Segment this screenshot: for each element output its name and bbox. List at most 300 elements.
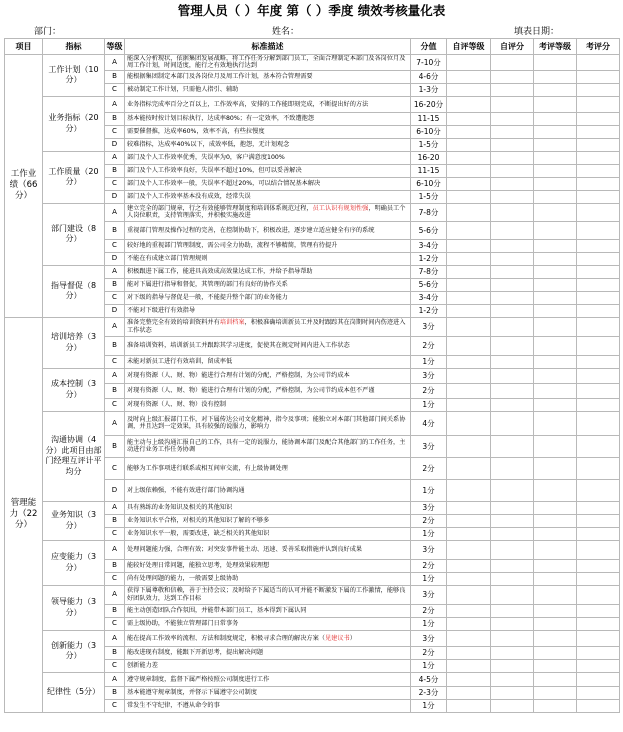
- eval-score-input[interactable]: [577, 479, 620, 501]
- level-cell: B: [105, 336, 125, 355]
- eval-score-input[interactable]: [577, 177, 620, 190]
- standard-description-tail: ，明确员工个人岗位职责，支持管理落实，并积极实施改进: [127, 204, 406, 220]
- eval-score-input[interactable]: [577, 317, 620, 336]
- self-level-input[interactable]: [447, 70, 491, 83]
- self-level-input[interactable]: [447, 540, 491, 559]
- self-score-input[interactable]: [491, 617, 534, 630]
- score-range-cell: 1-3分: [411, 83, 447, 96]
- eval-level-input[interactable]: [534, 457, 577, 479]
- self-level-input[interactable]: [447, 617, 491, 630]
- eval-score-input[interactable]: [577, 672, 620, 686]
- self-score-input[interactable]: [491, 278, 534, 291]
- self-level-input[interactable]: [447, 699, 491, 712]
- standard-description-cell: [125, 659, 411, 672]
- standard-description: 对上级依赖强，不能有效进行部门协调沟通: [127, 486, 245, 494]
- category-cell: 管理能力（22分）: [5, 317, 43, 712]
- table-row: [5, 265, 620, 278]
- score-range-cell: 3-4分: [411, 291, 447, 304]
- eval-level-input[interactable]: [534, 699, 577, 712]
- eval-score-input[interactable]: [577, 83, 620, 96]
- indicator-cell: 工作计划（10分）: [43, 55, 105, 97]
- standard-description: 较难指标，达成率40%以下，成效率低，抱怨，无计划观念: [127, 141, 290, 149]
- self-score-input[interactable]: [491, 559, 534, 572]
- self-score-input[interactable]: [491, 646, 534, 659]
- eval-score-input[interactable]: [577, 630, 620, 646]
- level-cell: D: [105, 479, 125, 501]
- standard-description-cell: [125, 265, 411, 278]
- score-range-cell: 3分: [411, 317, 447, 336]
- eval-score-input[interactable]: [577, 336, 620, 355]
- eval-level-input[interactable]: [534, 572, 577, 585]
- eval-level-input[interactable]: [534, 177, 577, 190]
- eval-score-input[interactable]: [577, 398, 620, 411]
- eval-level-input[interactable]: [534, 151, 577, 164]
- eval-score-input[interactable]: [577, 138, 620, 151]
- header-row: [5, 39, 620, 55]
- eval-level-input[interactable]: [534, 646, 577, 659]
- header-self-score: 自评分: [491, 39, 534, 55]
- score-range-cell: 3分: [411, 540, 447, 559]
- score-range-cell: 1-5分: [411, 190, 447, 203]
- level-cell: B: [105, 435, 125, 457]
- level-cell: C: [105, 125, 125, 138]
- self-score-input[interactable]: [491, 368, 534, 383]
- eval-score-input[interactable]: [577, 221, 620, 239]
- score-range-cell: 1分: [411, 699, 447, 712]
- level-cell: B: [105, 112, 125, 125]
- category-cell: 工作业绩（66分）: [5, 55, 43, 318]
- self-level-input[interactable]: [447, 411, 491, 435]
- self-score-input[interactable]: [491, 398, 534, 411]
- standard-description: 重视部门管理及操作过程的完善，在控制协助下，积极改进，逐步建立适应健全有序的系统: [127, 226, 375, 234]
- eval-score-input[interactable]: [577, 527, 620, 540]
- eval-level-input[interactable]: [534, 317, 577, 336]
- indicator-cell: 创新能力（3分）: [43, 630, 105, 672]
- self-score-input[interactable]: [491, 239, 534, 252]
- table-row: [5, 585, 620, 604]
- score-range-cell: 2分: [411, 604, 447, 617]
- self-level-input[interactable]: [447, 686, 491, 699]
- eval-level-input[interactable]: [534, 291, 577, 304]
- standard-description-cell: [125, 630, 411, 646]
- eval-level-input[interactable]: [534, 278, 577, 291]
- self-score-input[interactable]: [491, 479, 534, 501]
- header-self-level: 自评等级: [447, 39, 491, 55]
- level-cell: D: [105, 190, 125, 203]
- self-score-input[interactable]: [491, 686, 534, 699]
- highlight-text: 员工认识有规划性强: [312, 204, 369, 212]
- level-cell: B: [105, 559, 125, 572]
- standard-description: 能在提高工作效率的流程、方法和制度规定，积极寻求合理的解决方案（: [127, 634, 325, 642]
- level-cell: B: [105, 646, 125, 659]
- eval-level-input[interactable]: [534, 112, 577, 125]
- eval-level-input[interactable]: [534, 336, 577, 355]
- eval-level-input[interactable]: [534, 630, 577, 646]
- self-score-input[interactable]: [491, 55, 534, 71]
- self-score-input[interactable]: [491, 383, 534, 398]
- self-level-input[interactable]: [447, 190, 491, 203]
- eval-level-input[interactable]: [534, 55, 577, 71]
- level-cell: D: [105, 252, 125, 265]
- score-range-cell: 6-10分: [411, 125, 447, 138]
- eval-level-input[interactable]: [534, 411, 577, 435]
- standard-description-cell: [125, 239, 411, 252]
- eval-level-input[interactable]: [534, 203, 577, 221]
- self-score-input[interactable]: [491, 572, 534, 585]
- level-cell: D: [105, 138, 125, 151]
- eval-level-input[interactable]: [534, 164, 577, 177]
- self-level-input[interactable]: [447, 435, 491, 457]
- eval-level-input[interactable]: [534, 221, 577, 239]
- eval-level-input[interactable]: [534, 70, 577, 83]
- score-range-cell: 4-5分: [411, 672, 447, 686]
- eval-score-input[interactable]: [577, 265, 620, 278]
- self-score-input[interactable]: [491, 112, 534, 125]
- self-level-input[interactable]: [447, 479, 491, 501]
- self-level-input[interactable]: [447, 368, 491, 383]
- eval-score-input[interactable]: [577, 203, 620, 221]
- eval-score-input[interactable]: [577, 164, 620, 177]
- eval-level-input[interactable]: [534, 398, 577, 411]
- self-score-input[interactable]: [491, 83, 534, 96]
- self-score-input[interactable]: [491, 265, 534, 278]
- self-score-input[interactable]: [491, 699, 534, 712]
- self-score-input[interactable]: [491, 291, 534, 304]
- header-level: 等级: [105, 39, 125, 55]
- self-level-input[interactable]: [447, 239, 491, 252]
- eval-score-input[interactable]: [577, 559, 620, 572]
- date-label: 填表日期：: [514, 27, 560, 37]
- indicator-cell: 成本控制（3分）: [43, 368, 105, 411]
- eval-level-input[interactable]: [534, 585, 577, 604]
- eval-score-input[interactable]: [577, 604, 620, 617]
- self-score-input[interactable]: [491, 585, 534, 604]
- self-level-input[interactable]: [447, 177, 491, 190]
- self-score-input[interactable]: [491, 659, 534, 672]
- level-cell: A: [105, 55, 125, 71]
- eval-level-input[interactable]: [534, 686, 577, 699]
- score-range-cell: 1-2分: [411, 304, 447, 317]
- eval-level-input[interactable]: [534, 527, 577, 540]
- eval-score-input[interactable]: [577, 501, 620, 514]
- standard-description-cell: [125, 190, 411, 203]
- eval-score-input[interactable]: [577, 572, 620, 585]
- self-level-input[interactable]: [447, 672, 491, 686]
- standard-description: 尚有处理问题的能力，一般需要上级协助: [127, 575, 239, 583]
- score-range-cell: 1-2分: [411, 252, 447, 265]
- standard-description-cell: [125, 252, 411, 265]
- eval-score-input[interactable]: [577, 96, 620, 112]
- header-eval-score: 考评分: [577, 39, 620, 55]
- self-level-input[interactable]: [447, 585, 491, 604]
- standard-description-cell: [125, 501, 411, 514]
- eval-level-input[interactable]: [534, 355, 577, 368]
- eval-score-input[interactable]: [577, 457, 620, 479]
- self-level-input[interactable]: [447, 304, 491, 317]
- eval-score-input[interactable]: [577, 699, 620, 712]
- table-row: [5, 411, 620, 435]
- self-score-input[interactable]: [491, 317, 534, 336]
- self-level-input[interactable]: [447, 383, 491, 398]
- self-score-input[interactable]: [491, 221, 534, 239]
- indicator-cell: 指导督促（8分）: [43, 265, 105, 317]
- self-score-input[interactable]: [491, 164, 534, 177]
- standard-description-cell: [125, 435, 411, 457]
- self-level-input[interactable]: [447, 630, 491, 646]
- standard-description-cell: [125, 70, 411, 83]
- level-cell: A: [105, 265, 125, 278]
- self-score-input[interactable]: [491, 177, 534, 190]
- level-cell: C: [105, 659, 125, 672]
- self-score-input[interactable]: [491, 252, 534, 265]
- eval-level-input[interactable]: [534, 125, 577, 138]
- eval-score-input[interactable]: [577, 278, 620, 291]
- self-score-input[interactable]: [491, 355, 534, 368]
- self-level-input[interactable]: [447, 398, 491, 411]
- standard-description-cell: [125, 383, 411, 398]
- eval-score-input[interactable]: [577, 646, 620, 659]
- eval-score-input[interactable]: [577, 659, 620, 672]
- eval-score-input[interactable]: [577, 514, 620, 527]
- self-level-input[interactable]: [447, 291, 491, 304]
- indicator-cell: 工作质量（20分）: [43, 151, 105, 203]
- eval-level-input[interactable]: [534, 304, 577, 317]
- eval-level-input[interactable]: [534, 604, 577, 617]
- eval-level-input[interactable]: [534, 368, 577, 383]
- eval-level-input[interactable]: [534, 383, 577, 398]
- standard-description-cell: [125, 540, 411, 559]
- eval-level-input[interactable]: [534, 265, 577, 278]
- self-score-input[interactable]: [491, 203, 534, 221]
- standard-description: 对下级的指导与督促是一般，不能提升整个部门的业务能力: [127, 294, 288, 302]
- standard-description: 建立完全的部门规章，行之有效能够管理制度和培训体系规范过程，: [127, 204, 313, 212]
- eval-level-input[interactable]: [534, 559, 577, 572]
- standard-description-cell: [125, 96, 411, 112]
- self-score-input[interactable]: [491, 604, 534, 617]
- self-level-input[interactable]: [447, 112, 491, 125]
- self-score-input[interactable]: [491, 96, 534, 112]
- standard-description-cell: [125, 585, 411, 604]
- score-range-cell: 2分: [411, 559, 447, 572]
- level-cell: C: [105, 355, 125, 368]
- eval-level-input[interactable]: [534, 435, 577, 457]
- standard-description: 较好地的重视部门管理制度，需公司全力协助，流程不够精简，管理有待提升: [127, 242, 338, 250]
- level-cell: C: [105, 239, 125, 252]
- eval-level-input[interactable]: [534, 96, 577, 112]
- level-cell: C: [105, 291, 125, 304]
- score-range-cell: 7-8分: [411, 265, 447, 278]
- self-level-input[interactable]: [447, 527, 491, 540]
- meta-row: [0, 22, 623, 38]
- appraisal-table: [4, 38, 620, 713]
- level-cell: C: [105, 177, 125, 190]
- indicator-cell: 业务指标（20分）: [43, 96, 105, 151]
- self-score-input[interactable]: [491, 304, 534, 317]
- eval-score-input[interactable]: [577, 355, 620, 368]
- score-range-cell: 2分: [411, 383, 447, 398]
- header-eval-level: 考评等级: [534, 39, 577, 55]
- self-level-input[interactable]: [447, 55, 491, 71]
- score-range-cell: 1分: [411, 479, 447, 501]
- eval-score-input[interactable]: [577, 686, 620, 699]
- standard-description-cell: [125, 617, 411, 630]
- self-level-input[interactable]: [447, 572, 491, 585]
- eval-score-input[interactable]: [577, 585, 620, 604]
- standard-description: 对现有资源（人、财、物）能进行合理有计划的分配，严格控制，为公司节约成本: [127, 372, 350, 380]
- eval-score-input[interactable]: [577, 368, 620, 383]
- self-level-input[interactable]: [447, 164, 491, 177]
- level-cell: A: [105, 630, 125, 646]
- self-level-input[interactable]: [447, 83, 491, 96]
- standard-description-cell: [125, 151, 411, 164]
- score-range-cell: 2分: [411, 514, 447, 527]
- level-cell: D: [105, 304, 125, 317]
- self-score-input[interactable]: [491, 527, 534, 540]
- self-level-input[interactable]: [447, 203, 491, 221]
- standard-description: 创新能力差: [127, 662, 158, 670]
- header-indicator: 指标: [43, 39, 105, 55]
- self-score-input[interactable]: [491, 514, 534, 527]
- indicator-cell: 纪律性（5分）: [43, 672, 105, 712]
- self-score-input[interactable]: [491, 435, 534, 457]
- standard-description: 对现有资源（人、财、物）没有控制: [127, 401, 226, 409]
- eval-level-input[interactable]: [534, 479, 577, 501]
- level-cell: A: [105, 368, 125, 383]
- eval-score-input[interactable]: [577, 304, 620, 317]
- dept-label: 部门：: [34, 27, 62, 37]
- standard-description: 部门及个人工作效率一般，失误率不超过20%，可以结合情况基本解决: [127, 180, 321, 188]
- eval-score-input[interactable]: [577, 617, 620, 630]
- self-level-input[interactable]: [447, 355, 491, 368]
- self-score-input[interactable]: [491, 336, 534, 355]
- level-cell: A: [105, 501, 125, 514]
- self-score-input[interactable]: [491, 190, 534, 203]
- standard-description: 部门及个人工作效率良好，失误率不超过10%，但可以妥善解决: [127, 167, 302, 175]
- self-level-input[interactable]: [447, 559, 491, 572]
- eval-level-input[interactable]: [534, 659, 577, 672]
- eval-score-input[interactable]: [577, 70, 620, 83]
- self-score-input[interactable]: [491, 630, 534, 646]
- eval-level-input[interactable]: [534, 239, 577, 252]
- eval-level-input[interactable]: [534, 540, 577, 559]
- self-score-input[interactable]: [491, 70, 534, 83]
- score-range-cell: 11-15: [411, 112, 447, 125]
- eval-score-input[interactable]: [577, 112, 620, 125]
- standard-description: 能主动与上级沟通汇报自己的工作，具有一定的说服力，能协调本部门及配合其他部门的工作任务，主动进行业务工作任务协调: [127, 438, 406, 454]
- table-row: [5, 540, 620, 559]
- self-level-input[interactable]: [447, 646, 491, 659]
- self-level-input[interactable]: [447, 317, 491, 336]
- self-score-input[interactable]: [491, 151, 534, 164]
- standard-description: 部门及个人工作效率基本没有成效，经常失误: [127, 193, 251, 201]
- score-range-cell: 3分: [411, 435, 447, 457]
- standard-description-cell: [125, 55, 411, 71]
- eval-level-input[interactable]: [534, 252, 577, 265]
- level-cell: C: [105, 699, 125, 712]
- eval-level-input[interactable]: [534, 672, 577, 686]
- self-level-input[interactable]: [447, 138, 491, 151]
- score-range-cell: 2-3分: [411, 686, 447, 699]
- score-range-cell: 16-20: [411, 151, 447, 164]
- standard-description: 积极跟进下属工作，能进具高效成高效量达成工作，并给予指导帮助: [127, 268, 313, 276]
- eval-score-input[interactable]: [577, 190, 620, 203]
- eval-score-input[interactable]: [577, 291, 620, 304]
- self-level-input[interactable]: [447, 125, 491, 138]
- eval-level-input[interactable]: [534, 514, 577, 527]
- header-item: 项目: [5, 39, 43, 55]
- eval-score-input[interactable]: [577, 55, 620, 71]
- eval-score-input[interactable]: [577, 540, 620, 559]
- self-level-input[interactable]: [447, 252, 491, 265]
- eval-level-input[interactable]: [534, 138, 577, 151]
- eval-score-input[interactable]: [577, 239, 620, 252]
- self-score-input[interactable]: [491, 457, 534, 479]
- standard-description-cell: [125, 125, 411, 138]
- self-level-input[interactable]: [447, 501, 491, 514]
- self-level-input[interactable]: [447, 604, 491, 617]
- score-range-cell: 3分: [411, 630, 447, 646]
- level-cell: C: [105, 527, 125, 540]
- standard-description: 业务指标完成率百分之百以上，工作效率高，安排的工作能即刻完成，不断提出好的方法: [127, 100, 369, 108]
- standard-description: 需上级协助，不能独立管理部门日常事务: [127, 620, 239, 628]
- score-range-cell: 4-6分: [411, 70, 447, 83]
- eval-score-input[interactable]: [577, 411, 620, 435]
- self-score-input[interactable]: [491, 501, 534, 514]
- page-title: 管理人员（ ）年度 第（ ）季度 绩效考核量化表: [177, 3, 446, 18]
- eval-level-input[interactable]: [534, 617, 577, 630]
- eval-level-input[interactable]: [534, 501, 577, 514]
- table-row: [5, 672, 620, 686]
- score-range-cell: 2分: [411, 646, 447, 659]
- self-level-input[interactable]: [447, 278, 491, 291]
- eval-level-input[interactable]: [534, 190, 577, 203]
- standard-description-cell: [125, 514, 411, 527]
- standard-description-cell: [125, 112, 411, 125]
- standard-description: 能对下属进行指导和督促，其管理的部门有良好的协作关系: [127, 281, 288, 289]
- self-level-input[interactable]: [447, 96, 491, 112]
- self-level-input[interactable]: [447, 151, 491, 164]
- standard-description-cell: [125, 672, 411, 686]
- eval-score-input[interactable]: [577, 383, 620, 398]
- eval-score-input[interactable]: [577, 151, 620, 164]
- self-level-input[interactable]: [447, 265, 491, 278]
- standard-description: 不能对下级进行有效指导: [127, 307, 196, 315]
- self-score-input[interactable]: [491, 411, 534, 435]
- score-range-cell: 4分: [411, 411, 447, 435]
- level-cell: A: [105, 96, 125, 112]
- standard-description: 业务知识水平合格，对相关的其他知识了解的不够多: [127, 517, 270, 525]
- standard-description-cell: [125, 411, 411, 435]
- name-label: 姓名：: [272, 27, 300, 37]
- self-score-input[interactable]: [491, 672, 534, 686]
- standard-description: 能改进现有制度，能跟下开新思考，提出解决问题: [127, 649, 264, 657]
- self-level-input[interactable]: [447, 659, 491, 672]
- standard-description: 获得下属尊敬和信赖，善于主持会议；及时给予下属适当的认可并能不断激发下属的工作激情，能够良好团队效力，达到工作目标: [127, 587, 406, 602]
- self-level-input[interactable]: [447, 514, 491, 527]
- level-cell: B: [105, 70, 125, 83]
- self-level-input[interactable]: [447, 457, 491, 479]
- self-level-input[interactable]: [447, 221, 491, 239]
- self-level-input[interactable]: [447, 336, 491, 355]
- eval-score-input[interactable]: [577, 125, 620, 138]
- self-score-input[interactable]: [491, 138, 534, 151]
- self-score-input[interactable]: [491, 540, 534, 559]
- level-cell: C: [105, 83, 125, 96]
- eval-level-input[interactable]: [534, 83, 577, 96]
- eval-score-input[interactable]: [577, 435, 620, 457]
- eval-score-input[interactable]: [577, 252, 620, 265]
- self-score-input[interactable]: [491, 125, 534, 138]
